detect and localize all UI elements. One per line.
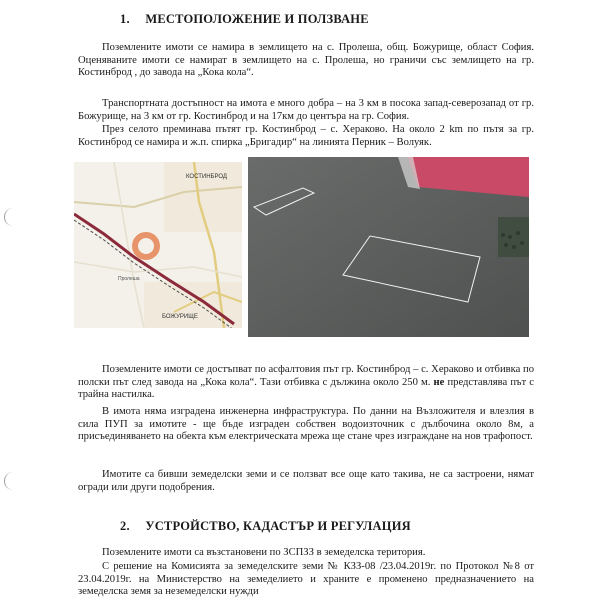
section-1-heading [120,12,369,27]
map-label-kostinbrod: КОСТИНБРОД [186,174,227,180]
paragraph-commission-decision: С решение на Комисията за земеделските земи № КЗЗ-08 /23.04.2019г. по Протокол №8 от 23.04.2019г. на Министерство на земеделието и храните е променено предназначението на земеделска земя за неземеделски нужди [78,561,534,598]
paragraph-access-text-2: представлява път с трайна настилка. [78,376,534,401]
paragraph-transport: Транспортната достъпност на имота е много добра – на 3 км в посока запад-северозапад от гр. Божурище, на 3 км от гр. Костинброд и на 17км до центъра на гр. София. [78,98,534,122]
map-graphic [74,162,242,328]
section-2-heading [120,519,411,534]
paragraph-former-agricultural: Имотите са бивши земеделски земи и се ползват все още като такива, не са застроени, нямат огради или други подобрения. [78,469,534,493]
aerial-photo-graphic [248,157,529,337]
punch-hole-mark [4,472,15,490]
paragraph-location: Поземлените имоти се намира в землището на с. Пролеша, общ. Божурище, област София. Оценяваните имоти се намират в землището на с. Пролеша, но граничи със землището на гр. Костинброд , до завода на „Кока кола“. [78,42,534,79]
paragraph-access-text: Поземлените имоти се достъпват по асфалтовия път гр. Костинброд – с. Хераково и отбивка по полски път след завода на „Кока кола“. Тази отбивка с дължина около 250 м. [78,364,534,388]
paragraph-restored: Поземлените имоти са възстановени по ЗСПЗЗ в земеделска територия. [102,547,426,558]
section-2-number: 2. [120,519,130,533]
paragraph-infrastructure: В имота няма изградена инженерна инфраструктура. По данни на Възложителя и влезлия в сила ПУП за имотите - ще бъде изграден собствен водоизточник с дълбочина около 8м, а присъединяването на обекта към електрическата мрежа ще стане чрез изграждане на нов трафопост. [78,406,534,443]
aerial-photo [248,157,529,337]
section-1-title: МЕСТОПОЛОЖЕНИЕ И ПОЛЗВАНЕ [145,12,369,26]
punch-hole-mark [4,208,15,226]
map-label-prolesha: Пролеша [118,276,140,282]
section-1-number: 1. [120,12,130,26]
paragraph-access-bold: не [433,376,445,388]
section-2-title: УСТРОЙСТВО, КАДАСТЪР И РЕГУЛАЦИЯ [145,519,411,533]
location-map [74,162,242,328]
map-label-bozhurishte: БОЖУРИЩЕ [162,314,198,320]
paragraph-access [78,364,534,402]
paragraph-road: През селото преминава пътят гр. Костинброд – с. Хераково. На около 2 km по пътя за гр. Костинброд се намира и ж.п. спирка „Бригадир“ на линията Перник – Волуяк. [78,124,534,148]
